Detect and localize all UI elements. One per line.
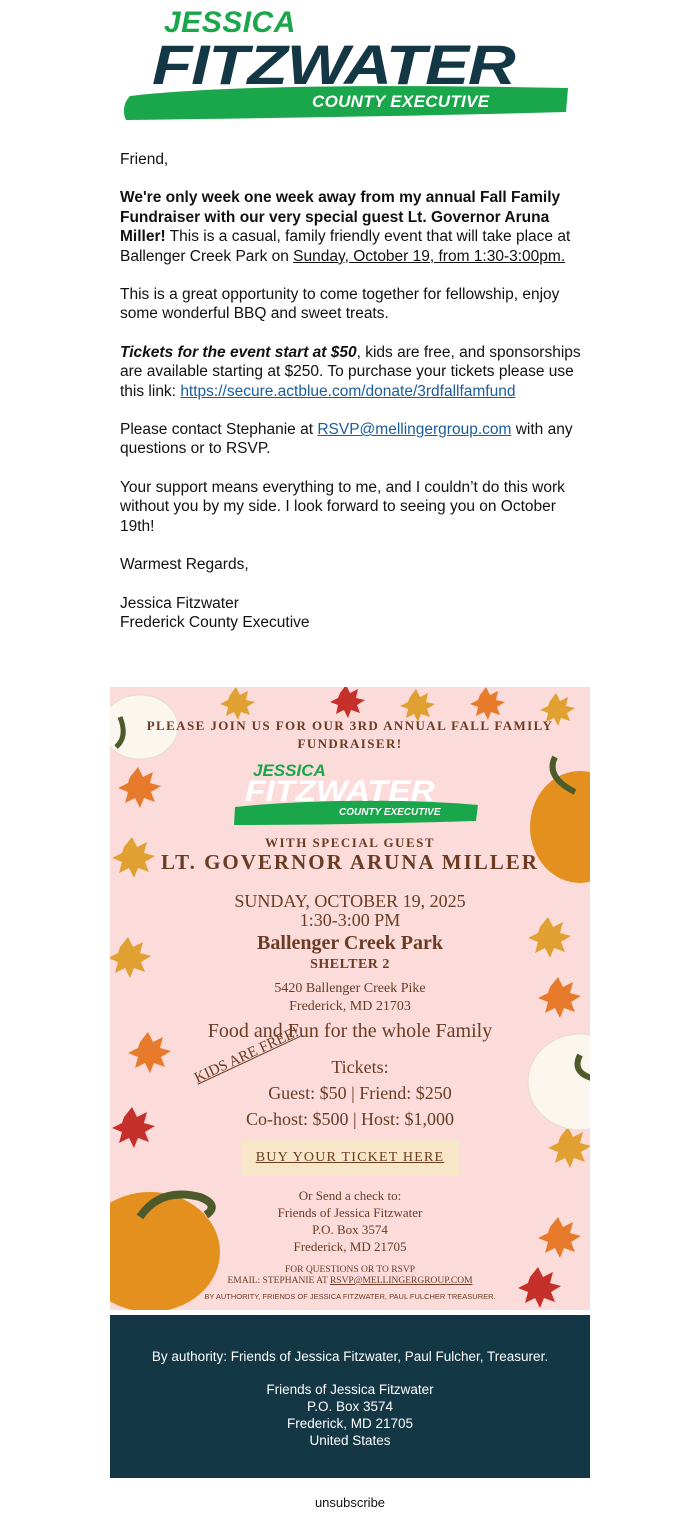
tickets-bold: Tickets for the event start at $50 <box>120 343 357 361</box>
logo-first-name: JESSICA <box>164 6 296 39</box>
rsvp-email-link[interactable]: RSVP@mellingergroup.com <box>317 421 512 439</box>
footer-address <box>110 1381 590 1449</box>
flyer-date: SUNDAY, OCTOBER 19, 2025 <box>234 891 466 911</box>
donate-link[interactable]: https://secure.actblue.com/donate/3rdfallfamfund <box>180 382 516 400</box>
special-guest-label: WITH SPECIAL GUEST <box>264 835 436 850</box>
p4-pre: Please contact Stephanie at <box>120 421 318 439</box>
flyer-logo <box>235 761 480 825</box>
email-label: EMAIL: STEPHANIE AT <box>227 1276 330 1286</box>
paragraph-4 <box>120 420 590 459</box>
address-line-1: 5420 Ballenger Creek Pike <box>274 981 426 996</box>
footer-city: Frederick, MD 21705 <box>286 1416 414 1431</box>
logo-subtitle: COUNTY EXECUTIVE <box>312 92 490 111</box>
footer <box>110 1315 590 1478</box>
check-address <box>110 1187 590 1255</box>
footer-box: P.O. Box 3574 <box>306 1399 394 1414</box>
p3-rest: , kids are free, and sponsorships are available starting at $250. To purchase your tickets please use this link: <box>120 343 581 400</box>
shelter: SHELTER 2 <box>310 957 390 972</box>
address-line-2: Frederick, MD 21703 <box>289 999 411 1014</box>
event-date: Sunday, October 19, from 1:30-3:00pm. <box>293 247 566 265</box>
header-logo <box>122 6 574 130</box>
email-body <box>120 150 590 651</box>
kids-free-stamp: KIDS ARE FREE! <box>192 1024 302 1087</box>
tickets-label: Tickets: <box>331 1057 389 1077</box>
flyer-logo-last: FITZWATER <box>245 775 435 808</box>
paragraph-5: Your support means everything to me, and I couldn’t do this work without you by my side. I look forward to seeing you on October 19th! <box>120 478 565 535</box>
flyer-logo-first: JESSICA <box>253 761 326 780</box>
paragraph-3 <box>120 343 590 401</box>
questions-label: FOR QUESTIONS OR TO RSVP <box>284 1265 416 1275</box>
guest-name: LT. GOVERNOR ARUNA MILLER <box>161 850 539 874</box>
event-datetime <box>110 892 590 930</box>
signature-name: Jessica Fitzwater <box>120 594 239 612</box>
flyer-logo-sub: COUNTY EXECUTIVE <box>339 807 441 818</box>
flyer-contact <box>110 1265 590 1287</box>
logo-last-name: FITZWATER <box>152 33 515 96</box>
p4-post: with any questions or to RSVP. <box>120 421 573 458</box>
paragraph-1 <box>120 188 590 266</box>
check-line-1: Or Send a check to: <box>298 1188 402 1203</box>
flyer-email-link[interactable]: RSVP@MELLINGERGROUP.COM <box>329 1276 473 1286</box>
flyer-authority: BY AUTHORITY, FRIENDS OF JESSICA FITZWATER, PAUL FULCHER TREASURER. <box>204 1292 496 1301</box>
check-line-2: Friends of Jessica Fitzwater <box>277 1205 423 1220</box>
event-flyer[interactable] <box>110 687 590 1310</box>
footer-country: United States <box>309 1433 391 1448</box>
flyer-invite: PLEASE JOIN US FOR OUR 3RD ANNUAL FALL FAMILY FUNDRAISER! <box>146 718 554 751</box>
food-tagline: Food and Fun for the whole Family <box>207 1020 493 1042</box>
unsubscribe-link[interactable]: unsubscribe <box>314 1495 386 1510</box>
check-line-3: P.O. Box 3574 <box>312 1222 388 1237</box>
buy-ticket-button[interactable]: BUY YOUR TICKET HERE <box>241 1140 459 1176</box>
p1-rest: This is a casual, family friendly event that will take place at Ballenger Creek Park on <box>120 228 571 265</box>
footer-org: Friends of Jessica Fitzwater <box>266 1382 434 1397</box>
ticket-prices-1: Guest: $50 | Friend: $250 <box>268 1083 452 1103</box>
park-name: Ballenger Creek Park <box>257 932 443 954</box>
check-line-4: Frederick, MD 21705 <box>293 1239 407 1254</box>
signature-title: Frederick County Executive <box>120 613 310 631</box>
p1-bold: We're only week one week away from my annual Fall Family Fundraiser with our very special guest Lt. Governor Aruna Miller! <box>120 189 561 246</box>
closing: Warmest Regards, <box>120 556 249 574</box>
signature <box>120 594 590 633</box>
footer-authority: By authority: Friends of Jessica Fitzwater, Paul Fulcher, Treasurer. <box>151 1349 549 1364</box>
paragraph-2: This is a great opportunity to come together for fellowship, enjoy some wonderful BBQ and sweet treats. <box>120 286 560 323</box>
flyer-time: 1:30-3:00 PM <box>299 910 401 930</box>
ticket-prices-2: Co-host: $500 | Host: $1,000 <box>245 1109 455 1129</box>
flyer-address <box>110 980 590 1016</box>
greeting: Friend, <box>120 151 169 168</box>
